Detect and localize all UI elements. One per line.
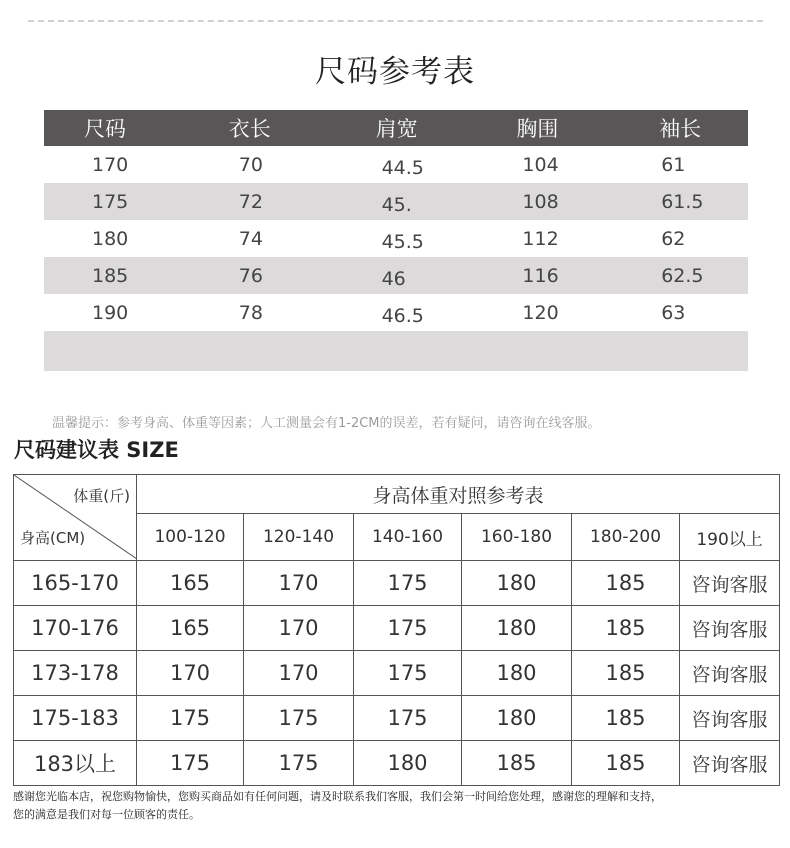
cell-chest: 120 [522,301,559,324]
header-shoulder: 肩宽 [375,117,418,141]
size-chart-table [44,110,748,371]
height-axis-label: 身高(CM) [20,529,86,547]
cell-sleeve: 63 [661,301,686,324]
table-row [14,561,780,606]
size-value: 175 [354,606,462,651]
weight-axis-label: 体重(斤) [73,487,130,505]
cell-length: 78 [238,301,263,324]
height-range: 175-183 [14,696,137,741]
weight-range: 180-200 [572,514,680,561]
cell-shoulder: 46 [381,267,406,290]
size-chart-header-row [44,110,748,146]
consult-service: 咨询客服 [680,741,780,786]
size-value: 185 [572,741,680,786]
size-value: 175 [137,696,244,741]
cell-chest: 108 [522,190,559,213]
footer-note [13,788,783,824]
size-value: 175 [244,696,354,741]
cell-length: 70 [238,153,263,176]
table-row [44,294,748,331]
table-row [14,651,780,696]
cell-shoulder: 45. [381,193,412,216]
height-range: 170-176 [14,606,137,651]
cell-chest: 116 [522,264,559,287]
table-row [14,696,780,741]
consult-service: 咨询客服 [680,561,780,606]
consult-service: 咨询客服 [680,606,780,651]
size-value: 185 [572,606,680,651]
size-value: 180 [462,696,572,741]
empty-table-row [44,331,748,371]
cell-chest: 112 [522,227,559,250]
header-chest: 胸围 [516,117,559,141]
footer-line-1: 感谢您光临本店，祝您购物愉快，您购买商品如有任何问题，请及时联系我们客服，我们会第一时间给您处理，感谢您的理解和支持， [13,790,662,803]
cell-shoulder: 45.5 [381,230,424,253]
size-value: 175 [137,741,244,786]
weight-range: 100-120 [137,514,244,561]
table-row [44,257,748,294]
cell-size: 175 [92,190,129,213]
table-row [14,606,780,651]
recommend-title: 尺码建议表 SIZE [14,438,179,462]
size-value: 170 [137,651,244,696]
cell-shoulder: 44.5 [381,156,424,179]
tip-text: 温馨提示：参考身高、体重等因素；人工测量会有1-2CM的误差，若有疑问，请咨询在线客服。 [52,416,601,431]
size-value: 175 [354,651,462,696]
header-length: 衣长 [228,117,271,141]
size-value: 175 [354,561,462,606]
cell-chest: 104 [522,153,559,176]
size-value: 165 [137,606,244,651]
size-value: 180 [354,741,462,786]
cell-size: 185 [92,264,129,287]
consult-service: 咨询客服 [680,651,780,696]
cell-length: 76 [238,264,263,287]
size-value: 175 [244,741,354,786]
cell-sleeve: 61.5 [661,190,704,213]
cell-length: 72 [238,190,263,213]
size-value: 185 [572,651,680,696]
size-value: 180 [462,651,572,696]
span-header: 身高体重对照参考表 [137,475,780,514]
cell-sleeve: 61 [661,153,686,176]
header-size: 尺码 [84,117,126,141]
size-value: 185 [572,696,680,741]
footer-line-2: 您的满意是我们对每一位顾客的责任。 [13,808,200,821]
size-value: 180 [462,561,572,606]
weight-range: 120-140 [244,514,354,561]
cell-size: 180 [92,227,129,250]
recommend-table [13,474,780,786]
cell-sleeve: 62 [661,227,686,250]
size-chart-title: 尺码参考表 [315,54,475,90]
table-row [44,220,748,257]
table-row [44,146,748,183]
cell-shoulder: 46.5 [381,304,424,327]
size-value: 185 [572,561,680,606]
height-range: 173-178 [14,651,137,696]
size-value: 170 [244,561,354,606]
table-row [44,183,748,220]
consult-service: 咨询客服 [680,696,780,741]
top-dashed-divider [28,20,763,22]
cell-sleeve: 62.5 [661,264,704,287]
height-range: 165-170 [14,561,137,606]
cell-size: 190 [92,301,129,324]
size-value: 175 [354,696,462,741]
size-value: 180 [462,606,572,651]
size-value: 170 [244,606,354,651]
cell-size: 170 [92,153,129,176]
table-row [14,741,780,786]
weight-range: 190以上 [680,514,780,561]
weight-range: 140-160 [354,514,462,561]
size-value: 170 [244,651,354,696]
size-value: 185 [462,741,572,786]
size-value: 165 [137,561,244,606]
corner-header-cell [14,475,137,561]
height-range: 183以上 [14,741,137,786]
header-sleeve: 袖长 [659,117,702,141]
weight-range: 160-180 [462,514,572,561]
cell-length: 74 [238,227,263,250]
